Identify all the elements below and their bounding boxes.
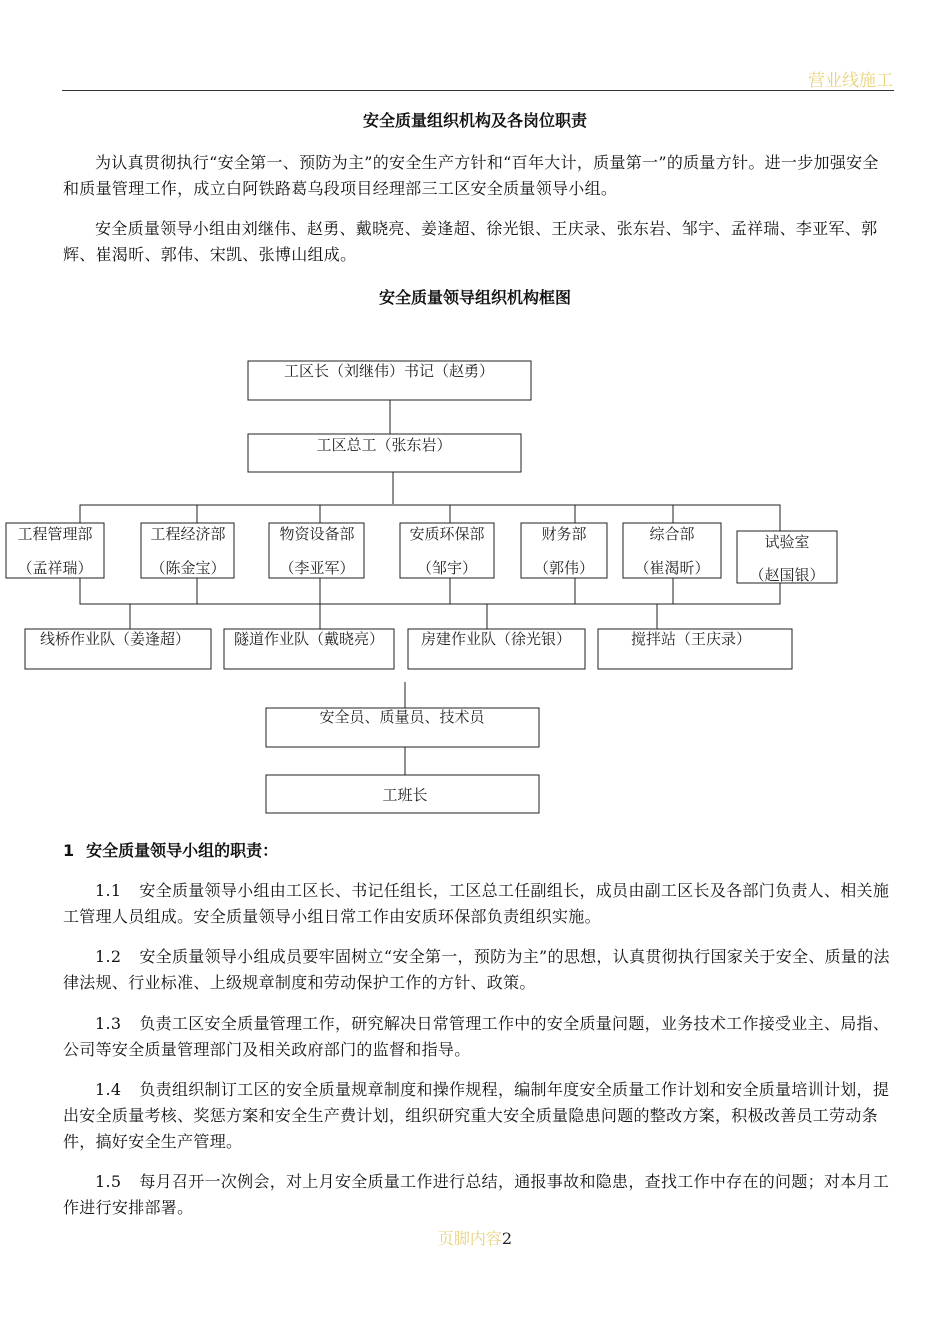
svg-text:综合部: 综合部 bbox=[649, 525, 695, 543]
clause-number: 1.2 bbox=[95, 947, 122, 966]
clause-1-4 bbox=[63, 1077, 893, 1155]
footer-label: 页脚内容 bbox=[437, 1229, 502, 1248]
svg-text:（崔渴昕）: （崔渴昕） bbox=[634, 559, 710, 577]
org-box-team-housing bbox=[408, 629, 585, 669]
svg-text:安全员、质量员、技术员: 安全员、质量员、技术员 bbox=[319, 708, 485, 726]
clause-text: 安全质量领导小组由工区长、书记任组长，工区总工任副组长，成员由副工区长及各部门负责人、相关施工管理人员组成。安全质量领导小组日常工作由安质环保部负责组织实施。 bbox=[63, 881, 890, 926]
org-box-staff bbox=[266, 708, 539, 747]
svg-text:工程经济部: 工程经济部 bbox=[150, 525, 226, 543]
org-box-foreman bbox=[266, 775, 539, 813]
svg-text:工区总工（张东岩）: 工区总工（张东岩） bbox=[316, 436, 452, 454]
clause-text: 安全质量领导小组成员要牢固树立“安全第一，预防为主”的思想，认真贯彻执行国家关于安全、质量的法律法规、行业标准、上级规章制度和劳动保护工作的方针、政策。 bbox=[63, 947, 890, 992]
page-footer bbox=[0, 1226, 950, 1249]
svg-text:隧道作业队（戴晓亮）: 隧道作业队（戴晓亮） bbox=[233, 630, 385, 648]
org-box-dept-engineering-mgmt bbox=[6, 523, 104, 578]
svg-text:工区长（刘继伟）书记（赵勇）: 工区长（刘继伟）书记（赵勇） bbox=[283, 362, 495, 380]
svg-text:工程管理部: 工程管理部 bbox=[17, 525, 93, 543]
clause-1-2 bbox=[63, 944, 893, 996]
document-title: 安全质量组织机构及各岗位职责 bbox=[362, 111, 587, 130]
svg-text:线桥作业队（姜逢超）: 线桥作业队（姜逢超） bbox=[39, 630, 191, 648]
org-box-dept-general bbox=[623, 523, 721, 578]
page-number: 2 bbox=[501, 1229, 513, 1248]
svg-text:（赵国银）: （赵国银） bbox=[749, 566, 825, 584]
svg-text:（李亚军）: （李亚军） bbox=[279, 559, 355, 577]
svg-text:（郭伟）: （郭伟） bbox=[533, 559, 595, 577]
org-box-dept-finance bbox=[521, 523, 607, 578]
clause-1-1 bbox=[63, 878, 893, 930]
org-box-dept-engineering-econ bbox=[141, 523, 234, 578]
clause-number: 1.5 bbox=[95, 1172, 122, 1191]
org-box-dept-safety-env bbox=[400, 523, 494, 578]
clause-text: 负责工区安全质量管理工作，研究解决日常管理工作中的安全质量问题，业务技术工作接受业主、局指、公司等安全质量管理部门及相关政府部门的监督和指导。 bbox=[63, 1014, 890, 1059]
org-box-top bbox=[248, 361, 531, 400]
svg-text:安质环保部: 安质环保部 bbox=[409, 525, 485, 543]
org-box-dept-materials bbox=[269, 523, 364, 578]
svg-text:工班长: 工班长 bbox=[382, 786, 428, 804]
clause-1-5 bbox=[63, 1169, 893, 1221]
section-number: 1 bbox=[63, 841, 75, 860]
clause-text: 负责组织制订工区的安全质量规章制度和操作规程，编制年度安全质量工作计划和安全质量培训计划，提出安全质量考核、奖惩方案和安全生产费计划，组织研究重大安全质量隐患问题的整改方案，积极改善员工劳动条件，搞好安全生产管理。 bbox=[63, 1080, 890, 1151]
svg-text:财务部: 财务部 bbox=[541, 525, 587, 543]
org-box-dept-laboratory bbox=[737, 531, 837, 584]
svg-text:（陈金宝）: （陈金宝） bbox=[150, 559, 226, 577]
intro-paragraph-2: 安全质量领导小组由刘继伟、赵勇、戴晓亮、姜逢超、徐光银、王庆录、张东岩、邹宇、孟祥瑞、李亚军、郭辉、崔渴昕、郭伟、宋凯、张博山组成。 bbox=[63, 219, 878, 264]
section-heading-text: 安全质量领导小组的职责： bbox=[86, 841, 279, 860]
clause-number: 1.4 bbox=[95, 1080, 122, 1099]
clause-1-3 bbox=[63, 1011, 893, 1063]
clause-number: 1.1 bbox=[95, 881, 122, 900]
clause-number: 1.3 bbox=[95, 1014, 122, 1033]
svg-text:房建作业队（徐光银）: 房建作业队（徐光银） bbox=[420, 630, 572, 648]
svg-text:搅拌站（王庆录）: 搅拌站（王庆录） bbox=[630, 630, 752, 648]
org-box-team-mixing bbox=[598, 629, 792, 669]
intro-paragraph-1: 为认真贯彻执行“安全第一、预防为主”的安全生产方针和“百年大计，质量第一”的质量方针。进一步加强安全和质量管理工作，成立白阿铁路葛乌段项目经理部三工区安全质量领导小组。 bbox=[63, 153, 879, 198]
svg-text:（邹宇）: （邹宇） bbox=[416, 559, 478, 577]
org-box-team-bridge bbox=[25, 629, 211, 669]
svg-text:试验室: 试验室 bbox=[764, 533, 810, 551]
org-chart-title: 安全质量领导组织机构框图 bbox=[378, 288, 571, 307]
org-box-team-tunnel bbox=[224, 629, 394, 669]
clause-text: 每月召开一次例会，对上月安全质量工作进行总结，通报事故和隐患，查找工作中存在的问题；对本月工作进行安排部署。 bbox=[63, 1172, 890, 1217]
org-box-chief bbox=[248, 434, 521, 472]
section-heading bbox=[63, 838, 278, 861]
header-text: 营业线施工 bbox=[808, 71, 893, 91]
svg-text:（孟祥瑞）: （孟祥瑞） bbox=[17, 559, 93, 577]
svg-text:物资设备部: 物资设备部 bbox=[279, 525, 355, 543]
